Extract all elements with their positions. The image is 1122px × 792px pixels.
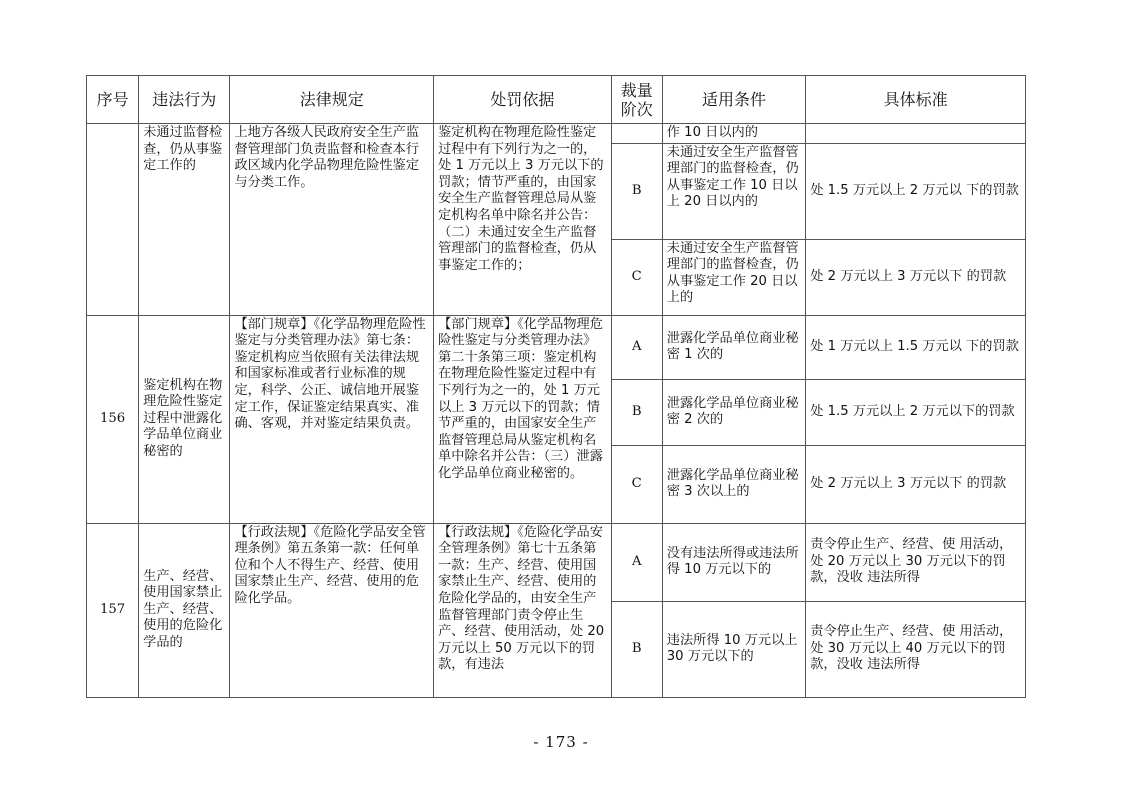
standard-cell: 处 1.5 万元以上 2 万元以下的罚款 bbox=[806, 379, 1026, 445]
violation-cell: 生产、经营、使用国家禁止生产、经营、使用的危险化学品的 bbox=[139, 523, 230, 697]
table-row bbox=[87, 124, 1026, 144]
law-cell: 【行政法规】《危险化学品安全管理条例》第五条第一款：任何单位和个人不得生产、经营、使用国家禁止生产、经营、使用的危险化学品。 bbox=[230, 523, 434, 697]
seq-cell bbox=[87, 124, 139, 316]
penalty-basis-cell: 【部门规章】《化学品物理危险性鉴定与分类管理办法》第二十条第三项：鉴定机构在物理危险性鉴定过程中有下列行为之一的，处 1 万元以上 3 万元以下的罚款；情节严重的，由国家安全生产监督管理总局从鉴定机构名单中除名并公告：（三）泄露化学品单位商业秘密的。 bbox=[434, 315, 612, 523]
header-law: 法律规定 bbox=[230, 76, 434, 124]
condition-cell: 作 10 日以内的 bbox=[662, 124, 805, 144]
condition-cell: 未通过安全生产监督管理部门的监督检查，仍从事鉴定工作 20 日以上的 bbox=[662, 239, 805, 315]
level-cell: C bbox=[611, 445, 662, 523]
standard-cell: 处 1.5 万元以上 2 万元以 下的罚款 bbox=[806, 143, 1026, 239]
level-cell bbox=[611, 124, 662, 144]
level-cell: A bbox=[611, 523, 662, 601]
penalty-basis-cell: 【行政法规】《危险化学品安全管理条例》第七十五条第一款：生产、经营、使用国家禁止生产、经营、使用的危险化学品的，由安全生产监督管理部门责令停止生产、经营、使用活动，处 20 万元以上 50 万元以下的罚款，有违法 bbox=[434, 523, 612, 697]
level-cell: A bbox=[611, 315, 662, 379]
header-condition: 适用条件 bbox=[662, 76, 805, 124]
level-cell: B bbox=[611, 143, 662, 239]
condition-cell: 没有违法所得或违法所得 10 万元以下的 bbox=[662, 523, 805, 601]
standard-cell: 处 1 万元以上 1.5 万元以 下的罚款 bbox=[806, 315, 1026, 379]
header-violation: 违法行为 bbox=[139, 76, 230, 124]
level-cell: B bbox=[611, 379, 662, 445]
law-cell: 【部门规章】《化学品物理危险性鉴定与分类管理办法》第七条：鉴定机构应当依照有关法律法规和国家标准或者行业标准的规定，科学、公正、诚信地开展鉴定工作，保证鉴定结果真实、准确、客观，并对鉴定结果负责。 bbox=[230, 315, 434, 523]
header-standard: 具体标准 bbox=[806, 76, 1026, 124]
standard-cell: 责令停止生产、经营、使 用活动，处 30 万元以上 40 万元以下的罚款，没收 违法所得 bbox=[806, 601, 1026, 697]
standard-cell: 处 2 万元以上 3 万元以下 的罚款 bbox=[806, 445, 1026, 523]
header-row bbox=[87, 76, 1026, 124]
standard-cell bbox=[806, 124, 1026, 144]
standard-cell: 责令停止生产、经营、使 用活动，处 20 万元以上 30 万元以下的罚款，没收 违法所得 bbox=[806, 523, 1026, 601]
header-level: 裁量 阶次 bbox=[611, 76, 662, 124]
law-cell: 上地方各级人民政府安全生产监督管理部门负责监督和检查本行政区域内化学品物理危险性鉴定与分类工作。 bbox=[230, 124, 434, 316]
condition-cell: 泄露化学品单位商业秘密 2 次的 bbox=[662, 379, 805, 445]
level-cell: B bbox=[611, 601, 662, 697]
condition-cell: 违法所得 10 万元以上 30 万元以下的 bbox=[662, 601, 805, 697]
violation-cell: 未通过监督检查，仍从事鉴定工作的 bbox=[139, 124, 230, 316]
page-number: - 173 - bbox=[533, 733, 589, 751]
standard-cell: 处 2 万元以上 3 万元以下 的罚款 bbox=[806, 239, 1026, 315]
violation-cell: 鉴定机构在物理危险性鉴定过程中泄露化学品单位商业秘密的 bbox=[139, 315, 230, 523]
table-row bbox=[87, 523, 1026, 601]
header-penalty-basis: 处罚依据 bbox=[434, 76, 612, 124]
table-row bbox=[87, 315, 1026, 379]
condition-cell: 泄露化学品单位商业秘密 3 次以上的 bbox=[662, 445, 805, 523]
penalty-table bbox=[86, 75, 1026, 698]
penalty-basis-cell: 鉴定机构在物理危险性鉴定过程中有下列行为之一的，处 1 万元以上 3 万元以下的罚款；情节严重的，由国家安全生产监督管理总局从鉴定机构名单中除名并公告：（二）未通过安全生产监督管理部门的监督检查，仍从事鉴定工作的； bbox=[434, 124, 612, 316]
condition-cell: 未通过安全生产监督管理部门的监督检查，仍从事鉴定工作 10 日以上 20 日以内的 bbox=[662, 143, 805, 239]
seq-cell: 157 bbox=[87, 523, 139, 697]
header-seq: 序号 bbox=[87, 76, 139, 124]
seq-cell: 156 bbox=[87, 315, 139, 523]
level-cell: C bbox=[611, 239, 662, 315]
condition-cell: 泄露化学品单位商业秘密 1 次的 bbox=[662, 315, 805, 379]
